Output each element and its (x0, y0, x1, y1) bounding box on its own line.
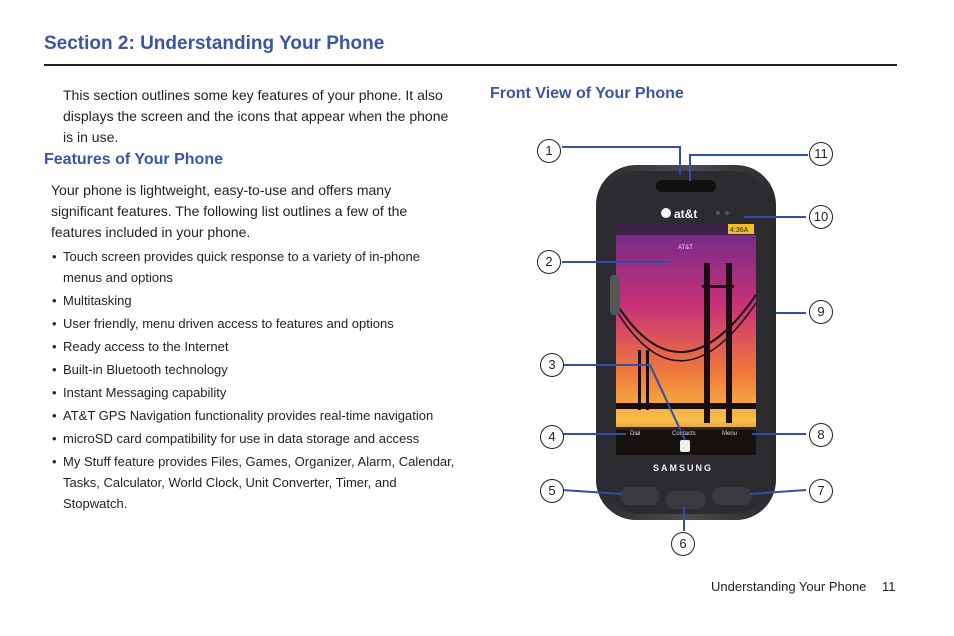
callout-4: 4 (540, 425, 564, 449)
callout-7: 7 (809, 479, 833, 503)
feature-item: • microSD card compatibility for use in data storage and access (51, 428, 456, 449)
phone-figure (530, 135, 850, 565)
back-key (666, 491, 706, 509)
callout-11: 11 (809, 142, 833, 166)
callout-8: 8 (809, 423, 833, 447)
callout-5: 5 (540, 479, 564, 503)
footer-label: Understanding Your Phone (711, 579, 867, 594)
carrier-logo: at&t (674, 207, 698, 221)
end-key (712, 487, 752, 505)
feature-item: • User friendly, menu driven access to features and options (51, 313, 456, 334)
feature-item: • AT&T GPS Navigation functionality provides real-time navigation (51, 405, 456, 426)
earpiece (656, 180, 716, 192)
softkey-contacts: Contacts (672, 431, 696, 437)
title-rule (44, 64, 897, 66)
callout-9: 9 (809, 300, 833, 324)
callout-3: 3 (540, 353, 564, 377)
intro-text: This section outlines some key features of your phone. It also displays the screen and the icons that appear when the phone is in use. (63, 87, 449, 145)
softkey-menu: Menu (722, 431, 738, 437)
callout-1: 1 (537, 139, 561, 163)
softkey-dial: Dial (630, 431, 641, 437)
front-view-heading: Front View of Your Phone (490, 85, 684, 102)
features-heading: Features of Your Phone (44, 151, 223, 168)
feature-item: • My Stuff feature provides Files, Games, Organizer, Alarm, Calendar, Tasks, Calculator, World Clock, Unit Converter, Timer, and Stopwatch. (51, 451, 456, 514)
intro-paragraph (63, 85, 453, 148)
brand-logo: SAMSUNG (653, 463, 714, 473)
features-intro: Your phone is lightweight, easy-to-use and offers many significant features. The following list outlines a few of the features included in your phone. (51, 182, 408, 240)
page-number: 11 (882, 579, 896, 594)
feature-item: • Built-in Bluetooth technology (51, 359, 456, 380)
feature-item: • Ready access to the Internet (51, 336, 456, 357)
feature-item: • Instant Messaging capability (51, 382, 456, 403)
svg-text:4:36A: 4:36A (730, 227, 749, 234)
callout-6: 6 (671, 532, 695, 556)
section-title: Section 2: Understanding Your Phone (44, 33, 385, 54)
phone-illustration (530, 135, 850, 565)
feature-item: • Touch screen provides quick response to a variety of in-phone menus and options (51, 246, 456, 288)
send-key (620, 487, 660, 505)
screen-carrier: AT&T (678, 245, 693, 251)
callout-10: 10 (809, 205, 833, 229)
callout-2: 2 (537, 250, 561, 274)
features-list (51, 246, 456, 516)
feature-item: • Multitasking (51, 290, 456, 311)
